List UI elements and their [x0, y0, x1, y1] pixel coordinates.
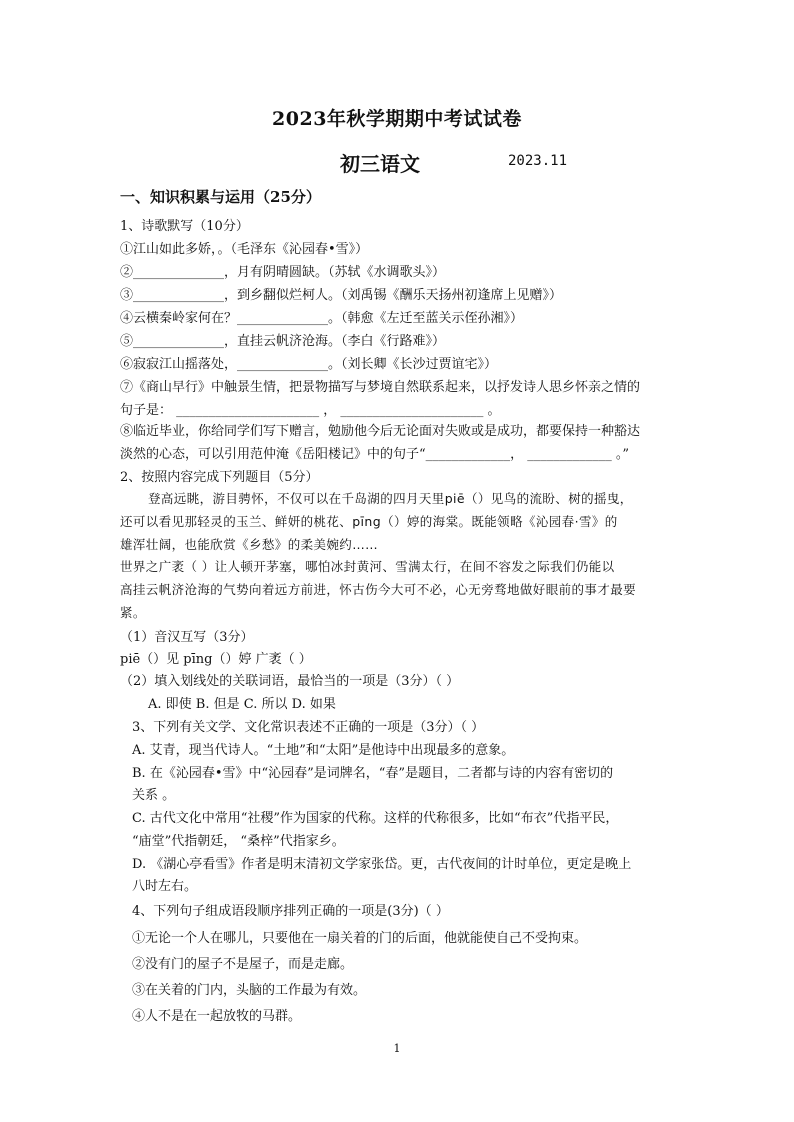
- answer-option: D. 《湖心亭看雪》作者是明末清初文学家张岱。更，古代夜间的计时单位，更定是晚上: [132, 857, 632, 872]
- section-heading: 一、知识积累与运用（25分）: [120, 188, 321, 206]
- passage-line: 登高远眺，游目骋怀，不仅可以在千岛湖的四月天里piē（）见鸟的流盼、树的摇曳，: [148, 491, 633, 506]
- passage-line: 紧。: [120, 605, 146, 620]
- answer-options: A. 即使 B. 但是 C. 所以 D. 如果: [148, 697, 336, 712]
- question-title: 1、诗歌默写（10分）: [120, 219, 249, 234]
- question-item: ③______________，到乡翻似烂柯人。（刘禹锡《酬乐天扬州初逢席上见赠》）: [120, 288, 563, 303]
- sub-question: （2）填入划线处的关联词语，最恰当的一项是（3分）（ ）: [120, 674, 460, 689]
- question-item: ⑧临近毕业，你给同学们写下赠言，勉励他今后无论面对失败或是成功，都要保持一种豁达: [120, 424, 641, 439]
- question-item: ⑥寂寂江山摇落处，______________。（刘长卿《长沙过贾谊宅》）: [120, 357, 498, 372]
- question-item: 句子是： ______________________ ， ______________________ 。: [120, 403, 501, 418]
- sentence-item: ①无论一个人在哪儿，只要他在一扇关着的门的后面，他就能使自己不受拘束。: [132, 931, 588, 946]
- question-item: 淡然的心态，可以引用范仲淹《岳阳楼记》中的句子“_____________， _____________ 。”: [120, 447, 630, 462]
- question-item: ①江山如此多娇，。（毛泽东《沁园春•雪》）: [120, 242, 369, 257]
- passage-line: 还可以看见那轻灵的玉兰、鲜妍的桃花、pīng（）婷的海棠。既能领略《沁园春·雪》的: [120, 514, 618, 529]
- question-item: ⑦《商山早行》中触景生情，把景物描写与梦境自然联系起来，以抒发诗人思乡怀亲之情的: [120, 380, 641, 395]
- subject-title: 初三语文: [340, 152, 420, 176]
- sub-question: （1）音汉互写（3分）: [120, 630, 254, 645]
- sentence-item: ④人不是在一起放牧的马群。: [132, 1009, 302, 1024]
- question-item: ②______________，月有阴晴圆缺。（苏轼《水调歌头》）: [120, 265, 446, 280]
- passage-line: 高挂云帆济沧海的气势向着远方前进，怀古伤今大可不必，心无旁骛地做好眼前的事才最要: [120, 582, 637, 597]
- answer-option: 关系 。: [132, 788, 176, 803]
- sentence-item: ②没有门的屋子不是屋子，而是走廊。: [132, 957, 354, 972]
- passage-line: 雄浑壮阔，也能欣赏《乡愁》的柔美婉约……: [120, 537, 379, 552]
- answer-option: C. 古代文化中常用“社稷”作为国家的代称。这样的代称很多，比如“布衣”代指平民，: [132, 811, 619, 826]
- question-item: ④云横秦岭家何在？______________。（韩愈《左迁至蓝关示侄孙湘》）: [120, 311, 524, 326]
- answer-option: “庙堂”代指朝廷， “桑梓”代指家乡。: [132, 834, 345, 849]
- question-title: 4、下列句子组成语段顺序排列正确的一项是(3分)（ ）: [132, 904, 449, 919]
- question-title: 2、按照内容完成下列题目（5分）: [120, 470, 319, 485]
- sub-question-items: piē（）见 pīng（）婷 广袤（ ）: [120, 652, 312, 667]
- passage-line: 世界之广袤（ ）让人顿开茅塞，哪怕冰封黄河、雪满太行，在间不容发之际我们仍能以: [120, 559, 615, 574]
- answer-option: A. 艾青，现当代诗人。“土地”和“太阳”是他诗中出现最多的意象。: [132, 743, 515, 758]
- question-item: ⑤______________，直挂云帆济沧海。（李白《行路难》）: [120, 334, 446, 349]
- question-title: 3、下列有关文学、文化常识表述不正确的一项是（3分）（ ）: [132, 720, 485, 735]
- exam-date: 2023.11: [508, 153, 568, 169]
- answer-option: B. 在《沁园春•雪》中“沁园春”是词牌名，“春”是题目，二者都与诗的内容有密切的: [132, 766, 614, 781]
- page-number: 1: [393, 1042, 401, 1055]
- answer-option: 八时左右。: [132, 879, 198, 894]
- exam-title: 2023年秋学期期中考试试卷: [272, 108, 522, 130]
- sentence-item: ③在关着的门内，头脑的工作最为有效。: [132, 983, 367, 998]
